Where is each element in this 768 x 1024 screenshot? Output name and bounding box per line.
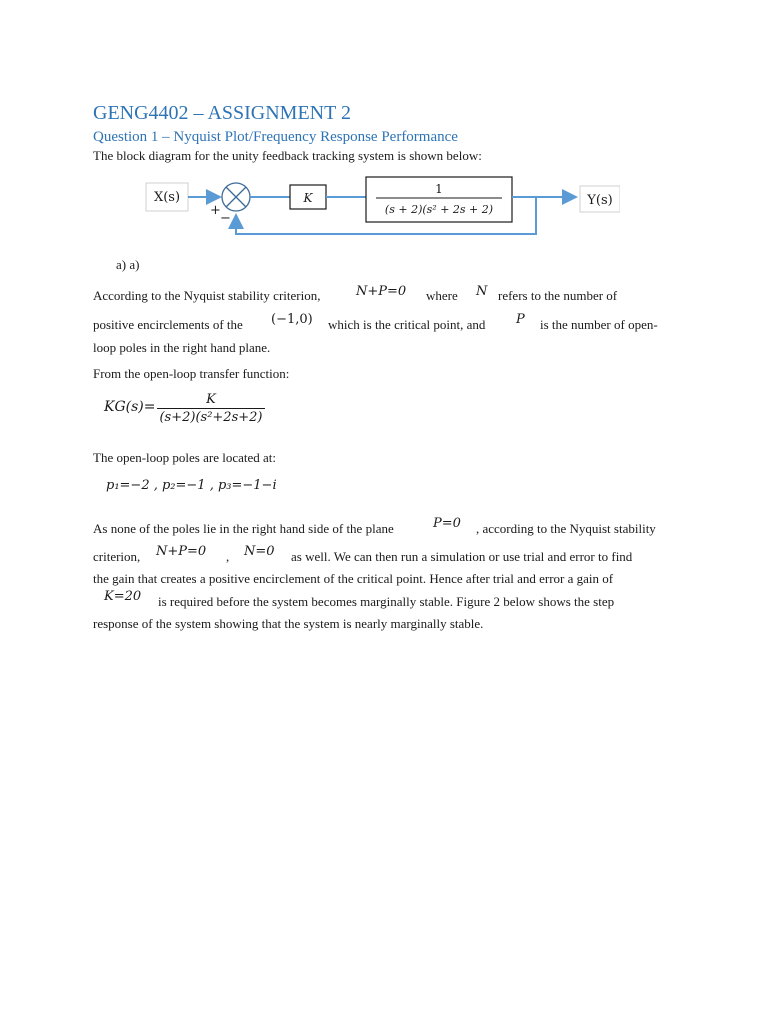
tf-fraction bbox=[157, 392, 265, 425]
eq-p-equals-0: P=0 bbox=[433, 516, 461, 531]
para1-line1b: where bbox=[426, 288, 458, 303]
eq-n-plus-p: N+P=0 bbox=[356, 284, 407, 299]
plus-sign: + bbox=[210, 203, 221, 218]
eq-p: P bbox=[516, 312, 525, 327]
para4-line2b: as well. We can then run a simulation or use trial and error to find bbox=[291, 549, 633, 564]
question-heading: Question 1 – Nyquist Plot/Frequency Response Performance bbox=[93, 129, 458, 145]
para1-line2c: is the number of open- bbox=[540, 317, 658, 332]
output-label: Y(s) bbox=[587, 193, 613, 208]
eq-n: N bbox=[476, 284, 488, 299]
eq-n-equals-0: N=0 bbox=[244, 544, 275, 559]
eq-n-plus-p-2: N+P=0 bbox=[156, 544, 207, 559]
para1-line1a: According to the Nyquist stability criterion, bbox=[93, 288, 321, 303]
input-label: X(s) bbox=[153, 190, 181, 205]
para1-line3: loop poles in the right hand plane. bbox=[93, 340, 271, 355]
block-diagram bbox=[140, 170, 620, 240]
para1-line2b: which is the critical point, and bbox=[328, 317, 486, 332]
plant-denominator: (s + 2)(s² + 2s + 2) bbox=[384, 203, 494, 216]
tf-numerator: K bbox=[206, 392, 216, 407]
para4-line4: is required before the system becomes marginally stable. Figure 2 below shows the step bbox=[158, 594, 615, 609]
tf-fraction-bar bbox=[157, 408, 265, 409]
para4-line2a: criterion, bbox=[93, 549, 141, 564]
para1-line2a: positive encirclements of the bbox=[93, 317, 243, 332]
tf-lhs: KG(s)= bbox=[104, 399, 156, 415]
para1-line1c: refers to the number of bbox=[498, 288, 618, 303]
plant-numerator: 1 bbox=[435, 182, 443, 196]
minus-sign: − bbox=[220, 211, 231, 226]
para3-text: The open-loop poles are located at: bbox=[93, 450, 277, 465]
assignment-title: GENG4402 – ASSIGNMENT 2 bbox=[93, 102, 351, 124]
para2-text: From the open-loop transfer function: bbox=[93, 366, 290, 381]
eq-k-equals-20: K=20 bbox=[104, 589, 142, 604]
para4-line3: the gain that creates a positive encirclement of the critical point. Hence after trial and error a gain of bbox=[93, 571, 614, 586]
para4-line5: response of the system showing that the system is nearly marginally stable. bbox=[93, 616, 484, 631]
para4-line1b: , according to the Nyquist stability bbox=[476, 521, 656, 536]
gain-label: K bbox=[303, 191, 313, 205]
list-item-a: a) a) bbox=[116, 257, 140, 272]
poles-equation: p₁=−2 , p₂=−1 , p₃=−1−i bbox=[106, 478, 277, 493]
tf-denominator: (s+2)(s²+2s+2) bbox=[159, 410, 263, 425]
eq-critical-point: (−1,0) bbox=[271, 312, 313, 327]
para4-line1a: As none of the poles lie in the right hand side of the plane bbox=[93, 521, 394, 536]
para4-comma: , bbox=[226, 549, 230, 564]
intro-text: The block diagram for the unity feedback tracking system is shown below: bbox=[93, 148, 482, 163]
